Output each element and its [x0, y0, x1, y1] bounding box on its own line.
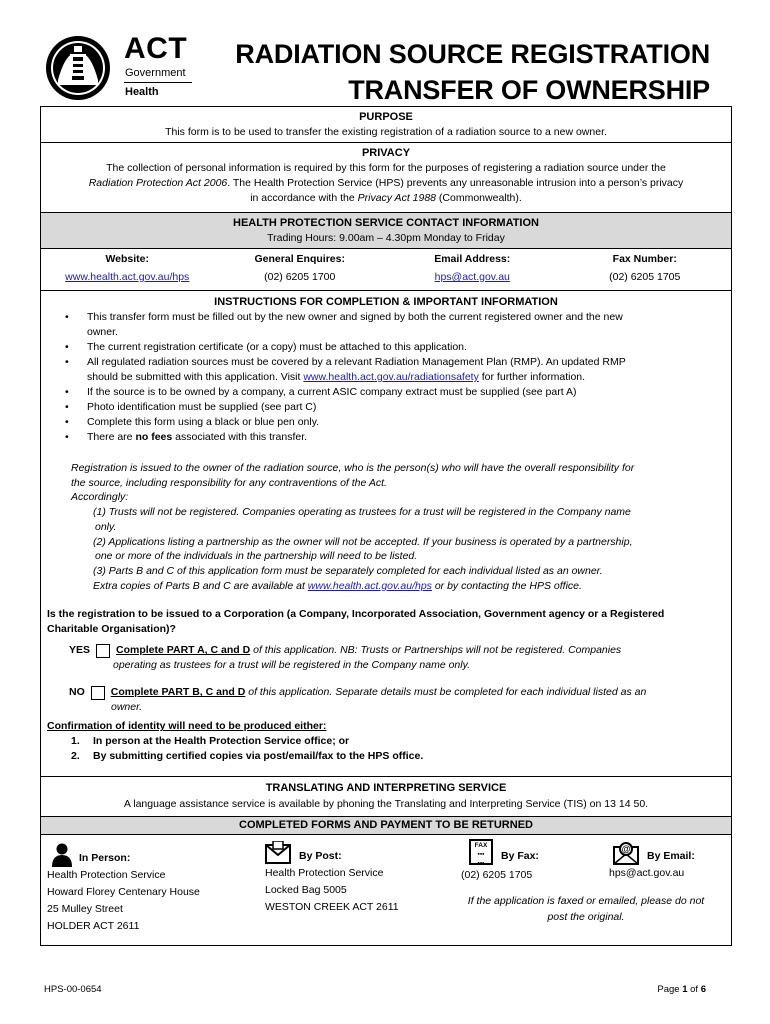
yes-label: YES [69, 644, 91, 657]
registration-note [71, 461, 731, 593]
note-line [93, 579, 731, 594]
form-frame [40, 106, 732, 946]
privacy-line-2 [41, 176, 731, 191]
privacy-line-3-end: (Commonwealth). [436, 192, 522, 204]
post-column [265, 841, 399, 916]
no-fees-text: no fees [135, 431, 173, 443]
page-current: 1 [682, 984, 688, 995]
purpose-text: This form is to be used to transfer the existing registration of a radiation source to a new owner. [165, 126, 607, 138]
privacy-line-3 [41, 191, 731, 206]
note-line: Registration is issued to the owner of the radiation source, who is the person(s) who will have the overall responsibility for [71, 462, 635, 474]
fax-method-number: (02) 6205 1705 [461, 869, 533, 881]
note-line-1: If the application is faxed or emailed, please do not [467, 895, 705, 907]
page-text: Page [657, 984, 683, 995]
yes-text-2: operating as trustees for a trust will be registered in the Company name only. [113, 659, 470, 672]
logo-divider [124, 82, 192, 83]
privacy-act-name: Privacy Act 1988 [357, 192, 437, 204]
contact-values-row [41, 271, 731, 283]
note-line-2: post the original. [547, 911, 625, 923]
enquiries-label: General Enquires: [254, 253, 345, 265]
contact-heading-band [41, 213, 731, 249]
no-text-2: owner. [111, 701, 143, 714]
website-label: Website: [105, 253, 150, 265]
yes-checkbox[interactable] [96, 644, 110, 658]
post-label: By Post: [299, 850, 342, 862]
contact-labels-row [41, 253, 731, 265]
note-line: only. [95, 520, 117, 533]
instructions-list [65, 310, 731, 445]
question-line-1: Is the registration to be issued to a Corporation (a Company, Incorporated Association, Government agency or a Registered [47, 608, 665, 621]
logo-health-text: Health [125, 86, 159, 98]
list-item: • The current registration certificate (or a copy) must be attached to this application. [65, 340, 705, 355]
title-line-2: TRANSFER OF OWNERSHIP [348, 75, 710, 105]
act-crest-icon [44, 34, 112, 102]
contact-heading: HEALTH PROTECTION SERVICE CONTACT INFORMATION [233, 217, 539, 229]
in-person-label: In Person: [79, 852, 131, 864]
purpose-section [41, 107, 731, 143]
no-text-1: of this application. Separate details must be completed for each individual listed as an [245, 686, 647, 699]
yes-instruction: Complete PART A, C and D [116, 644, 251, 657]
returned-heading: COMPLETED FORMS AND PAYMENT TO BE RETURNED [239, 819, 533, 831]
fax-number: (02) 6205 1705 [609, 271, 681, 283]
fax-label: Fax Number: [612, 253, 677, 265]
note-line: one or more of the individuals in the partnership will need to be listed. [95, 550, 418, 563]
instr-3a: All regulated radiation sources must be covered by a relevant Radiation Management Plan (RMP). An updated RMP [87, 356, 626, 368]
fax-icon: FAX ▪▪▪ ▪▪▪ [469, 839, 493, 865]
logo-act-text: ACT [124, 32, 188, 65]
instr-1b: owner. [87, 326, 118, 338]
yes-option [69, 643, 731, 673]
note-line: (1) Trusts will not be registered. Companies operating as trustees for a trust will be registered in the Company name [93, 506, 631, 519]
no-checkbox[interactable] [91, 686, 105, 700]
identity-option-2 [71, 749, 731, 764]
email-label: Email Address: [434, 253, 511, 265]
act-name: Radiation Protection Act 2006 [88, 177, 228, 189]
note-line: Accordingly: [71, 491, 129, 504]
page-total: 6 [700, 984, 706, 995]
privacy-line-3-text: in accordance with the [250, 192, 358, 204]
note-line: (2) Applications listing a partnership as the owner will not be accepted. If your business is operated by a partnership, [93, 535, 633, 548]
address-line: Health Protection Service [265, 867, 384, 879]
address-line: HOLDER ACT 2611 [47, 920, 140, 932]
website-link[interactable]: www.health.act.gov.au/hps [65, 271, 190, 283]
hps-link[interactable]: www.health.act.gov.au/hps [307, 579, 432, 592]
privacy-line-2-text: . The Health Protection Service (HPS) prevents any unreasonable intrusion into a person’s privacy [227, 177, 684, 189]
yes-text-1: of this application. NB: Trusts or Partnerships will not be registered. Companies [250, 644, 622, 657]
identity-heading: Confirmation of identity will need to be produced either: [47, 720, 327, 733]
translating-heading: TRANSLATING AND INTERPRETING SERVICE [265, 782, 507, 794]
no-label: NO [69, 686, 85, 699]
fax-column [461, 839, 571, 884]
page-number [657, 984, 706, 995]
logo-government-text: Government [125, 67, 186, 79]
list-item: • Complete this form using a black or blue pen only. [65, 415, 705, 430]
in-person-column [47, 843, 200, 935]
privacy-line-1: The collection of personal information is required by this form for the purposes of registering a radiation source under the [106, 162, 666, 174]
address-line: WESTON CREEK ACT 2611 [265, 901, 399, 913]
svg-text:@: @ [621, 844, 631, 854]
fax-icon-text: FAX [474, 842, 488, 849]
form-code: HPS-00-0654 [44, 984, 102, 995]
instructions-heading: INSTRUCTIONS FOR COMPLETION & IMPORTANT INFORMATION [214, 296, 558, 308]
option-text: By submitting certified copies via post/email/fax to the HPS office. [93, 750, 424, 763]
purpose-heading: PURPOSE [359, 111, 413, 123]
list-item [65, 355, 705, 385]
page-header [44, 32, 734, 104]
address-line: Health Protection Service [47, 869, 166, 881]
list-item: • Photo identification must be supplied (see part C) [65, 400, 705, 415]
list-item [65, 310, 705, 340]
address-line: 25 Mulley Street [47, 903, 123, 915]
option-number: 1. [71, 735, 80, 748]
act-health-logo [44, 32, 204, 104]
email-link[interactable]: hps@act.gov.au [434, 271, 510, 283]
email-column [609, 841, 695, 882]
radiation-safety-link[interactable]: www.health.act.gov.au/radiationsafety [303, 371, 479, 383]
instructions-section [41, 291, 731, 777]
instr-7c: associated with this transfer. [172, 431, 308, 443]
fax-method-label: By Fax: [501, 850, 539, 862]
fax-email-note [441, 893, 731, 925]
identity-confirmation [47, 719, 731, 764]
mail-icon [265, 841, 291, 865]
no-option [69, 685, 731, 715]
list-item: • If the source is to be owned by a company, a current ASIC company extract must be supplied (see part A) [65, 385, 705, 400]
email-method-label: By Email: [647, 850, 695, 862]
address-line: Locked Bag 5005 [265, 884, 347, 896]
translating-section [41, 777, 731, 817]
identity-option-1 [71, 734, 731, 749]
note-line: the source, including responsibility for any contraventions of the Act. [71, 476, 387, 489]
person-icon [51, 843, 73, 867]
trading-hours: Trading Hours: 9.00am – 4.30pm Monday to Friday [267, 232, 505, 244]
question-line-2: Charitable Organisation)? [47, 623, 176, 636]
list-item [65, 430, 705, 445]
contact-details [41, 249, 731, 291]
instr-3c: for further information. [478, 371, 586, 383]
enquiries-phone: (02) 6205 1700 [264, 271, 336, 283]
privacy-section [41, 143, 731, 213]
email-method-address: hps@act.gov.au [609, 867, 685, 879]
translating-text: A language assistance service is available by phoning the Translating and Interpreting Service (TIS) on 13 14 50. [123, 798, 649, 810]
privacy-heading: PRIVACY [361, 147, 411, 159]
no-instruction: Complete PART B, C and D [110, 686, 246, 699]
privacy-text [41, 161, 731, 206]
return-methods [41, 835, 731, 945]
instr-7a: There are [87, 431, 136, 443]
page-title [235, 36, 710, 108]
note-extra-end: or by contacting the HPS office. [431, 579, 582, 592]
title-line-1: RADIATION SOURCE REGISTRATION [235, 39, 710, 69]
note-extra-text: Extra copies of Parts B and C are available at [93, 579, 308, 592]
instr-1a: This transfer form must be filled out by the new owner and signed by both the current registered owner and the new [87, 311, 623, 323]
returned-heading-band [41, 817, 731, 835]
instr-3b: should be submitted with this application. Visit [87, 371, 304, 383]
option-number: 2. [71, 750, 80, 763]
email-icon [613, 841, 639, 865]
option-text: In person at the Health Protection Service office; or [93, 735, 350, 748]
note-line: (3) Parts B and C of this application form must be separately completed for each individual listed as an owner. [93, 564, 603, 577]
address-line: Howard Florey Centenary House [47, 886, 200, 898]
page-of: of [687, 984, 701, 995]
corporation-question [47, 607, 731, 637]
